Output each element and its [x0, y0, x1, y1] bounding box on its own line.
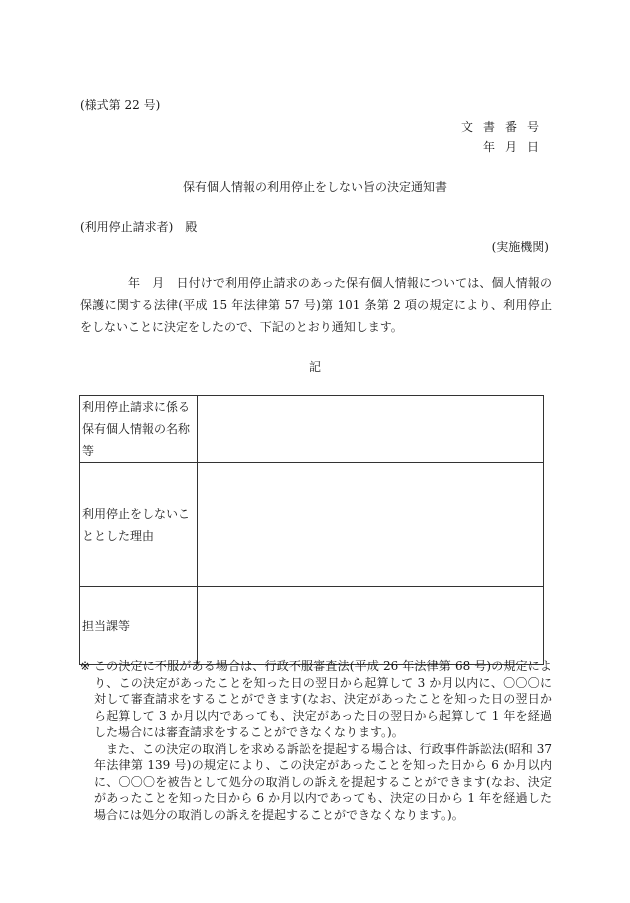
addressee: (利用停止請求者) 殿 — [80, 220, 198, 234]
table-label-info-name: 利用停止請求に係る保有個人情報の名称等 — [80, 396, 198, 463]
table-row — [80, 463, 544, 587]
note-appeal-text: この決定に不服がある場合は、行政不服審査法(平成 26 年法律第 68 号)の規定により、この決定があったことを知った日の翌日から起算して 3 か月以内に、〇〇〇に対して審査請求をすることができます(なお、決定があったことを知った日の翌日から起算して 3 か月以内であっても、決定があった日の翌日から起算して 1 年を経過した場合には審査請求をすることができなくなります。)。 — [94, 659, 552, 739]
note-item — [80, 658, 552, 741]
notes-section — [80, 658, 552, 823]
form-number: (様式第 22 号) — [80, 98, 161, 112]
note-mark: ※ — [80, 659, 91, 673]
note-lawsuit-text: また、この決定の取消しを求める訴訟を提起する場合は、行政事件訴訟法(昭和 37 年法律第 139 号)の規定により、この決定があったことを知った日から 6 か月以内に、〇〇〇を被告として処分の取消しの訴えを提起することができます(なお、決定があったことを知った日から 6 か月以内であっても、決定の日から 1 年を経過した場合には処分の取消しの訴えを提起することができなくなります。)。 — [94, 741, 552, 822]
ki-heading: 記 — [308, 360, 321, 374]
table-row — [80, 587, 544, 665]
body-paragraph: 年 月 日付けで利用停止請求のあった保有個人情報については、個人情報の保護に関する法律(平成 15 年法律第 57 号)第 101 条第 2 項の規定により、利用停止をしないことに決定をしたので、下記のとおり通知します。 — [80, 276, 552, 334]
table-value-reason — [198, 463, 544, 587]
document-title: 保有個人情報の利用停止をしない旨の決定通知書 — [182, 180, 447, 194]
implementing-agency: (実施機関) — [491, 240, 549, 254]
table-value-info-name — [198, 396, 544, 463]
table-label-reason: 利用停止をしないこととした理由 — [80, 463, 198, 587]
date-label: 年月日 — [482, 140, 549, 154]
detail-table — [79, 395, 544, 665]
table-value-department — [198, 587, 544, 665]
document-number-label: 文書番号 — [460, 120, 549, 134]
table-row — [80, 396, 544, 463]
table-label-department: 担当課等 — [80, 587, 198, 665]
